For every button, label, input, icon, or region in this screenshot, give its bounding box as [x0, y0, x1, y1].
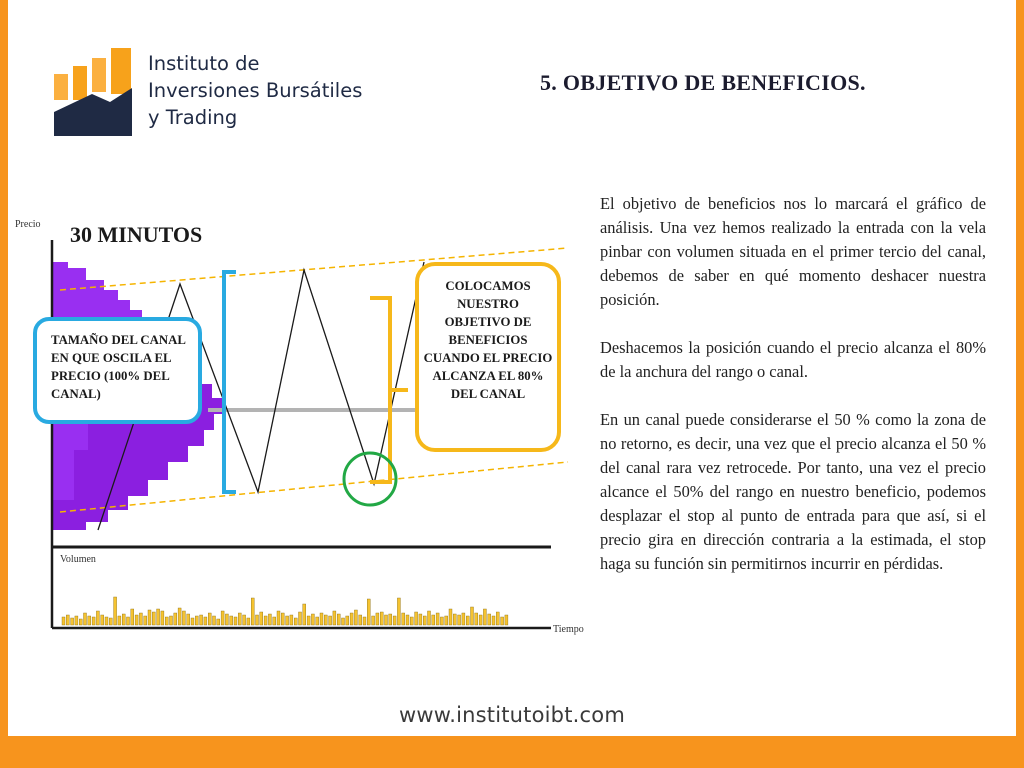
- volume-bar: [410, 617, 413, 625]
- volume-bar: [230, 616, 233, 625]
- paragraph-1: El objetivo de beneficios nos lo marcará el gráfico de análisis. Una vez hemos realizado la entrada con la vela pinbar con volumen situada en el primer tercio del canal, debemos de saber en qué momento deshacer nuestra posición.: [600, 194, 986, 309]
- volume-bar: [281, 613, 284, 625]
- channel-size-callout: TAMAÑO DEL CANAL EN QUE OSCILA EL PRECIO (100% DEL CANAL): [33, 317, 202, 424]
- logo-line-3: y Trading: [148, 106, 238, 129]
- volume-bar: [114, 597, 117, 625]
- volume-bar: [66, 615, 69, 625]
- volume-bar: [466, 616, 469, 625]
- volume-axis-label: Volumen: [60, 554, 96, 565]
- volume-bar: [432, 615, 435, 625]
- volume-bar: [148, 610, 151, 625]
- volume-bar: [165, 617, 168, 625]
- volume-bar: [251, 598, 254, 625]
- volume-bar: [127, 617, 130, 625]
- paragraph-3: En un canal puede considerarse el 50 % como la zona de no retorno, es decir, una vez que el precio alcanza el 50 % del canal rara vez retrocede. Por tanto, una vez el precio alcance el 50% del rango en nuestro beneficio, podemos desplazar el stop al punto de entrada para que así, si el precio gira en dirección contraria a la estimada, el stop haga su función sin permitirnos incurrir en pérdidas.: [600, 410, 986, 573]
- volume-bar: [105, 617, 108, 625]
- channel-diagram: [8, 200, 598, 650]
- volume-bar: [346, 616, 349, 625]
- timeframe-label: 30 MINUTOS: [70, 222, 203, 247]
- volume-bar: [135, 615, 138, 625]
- volume-bar: [217, 619, 220, 625]
- volume-bar: [380, 612, 383, 625]
- volume-bar: [496, 612, 499, 625]
- volume-bar: [273, 617, 276, 625]
- volume-bar: [71, 618, 74, 625]
- volume-bar: [359, 615, 362, 625]
- volume-bar: [79, 619, 82, 625]
- volume-bar: [492, 616, 495, 625]
- volume-bar: [393, 616, 396, 625]
- volume-bar: [475, 613, 478, 625]
- volume-bar: [84, 613, 87, 625]
- volume-bar: [238, 613, 241, 625]
- volume-bar: [311, 614, 314, 625]
- volume-bar: [428, 611, 431, 625]
- volume-bar: [144, 616, 147, 625]
- price-axis-label: Precio: [15, 219, 41, 230]
- volume-bar: [174, 613, 177, 625]
- volume-bar: [260, 612, 263, 625]
- volume-bar: [157, 609, 160, 625]
- volume-bar: [303, 604, 306, 625]
- volume-bar: [299, 612, 302, 625]
- volume-bar: [471, 607, 474, 625]
- volume-bar: [277, 611, 280, 625]
- volume-bar: [62, 617, 65, 625]
- paragraph-2: Deshacemos la posición cuando el precio alcanza el 80% de la anchura del rango o canal.: [600, 338, 986, 381]
- logo-line-2: Inversiones Bursátiles: [148, 79, 363, 102]
- volume-bar: [363, 617, 366, 625]
- volume-bar: [88, 616, 91, 625]
- volume-bar: [445, 616, 448, 625]
- frame-bottom: [0, 736, 1024, 768]
- volume-bar: [354, 610, 357, 625]
- page-title: 5. OBJETIVO DE BENEFICIOS.: [540, 70, 866, 95]
- volume-bar: [191, 618, 194, 625]
- volume-bar: [453, 614, 456, 625]
- volume-bar: [402, 613, 405, 625]
- volume-bar: [389, 614, 392, 625]
- volume-bar: [139, 613, 142, 625]
- volume-bar: [264, 616, 267, 625]
- frame-right: [1016, 0, 1024, 768]
- volume-bar: [324, 615, 327, 625]
- volume-bar: [256, 615, 259, 625]
- volume-bar: [376, 613, 379, 625]
- volume-bar: [462, 613, 465, 625]
- volume-bar: [290, 615, 293, 625]
- volume-bar: [488, 614, 491, 625]
- volume-bar: [234, 617, 237, 625]
- volume-bar: [178, 608, 181, 625]
- volume-bar: [415, 612, 418, 625]
- volume-bar: [118, 616, 121, 625]
- volume-bar: [385, 615, 388, 625]
- volume-bar: [329, 616, 332, 625]
- volume-bar: [397, 598, 400, 625]
- volume-bar: [131, 609, 134, 625]
- volume-bar: [109, 618, 112, 625]
- volume-bar: [449, 609, 452, 625]
- logo-line-1: Instituto de: [148, 52, 260, 75]
- volume-bar: [320, 613, 323, 625]
- volume-bar: [243, 615, 246, 625]
- volume-bar: [75, 616, 78, 625]
- volume-bar: [458, 615, 461, 625]
- volume-bar: [337, 614, 340, 625]
- volume-bars: [62, 597, 508, 625]
- volume-bar: [182, 611, 185, 625]
- volume-bar: [268, 614, 271, 625]
- footer-url[interactable]: www.institutoibt.com: [399, 703, 625, 727]
- volume-bar: [440, 617, 443, 625]
- volume-bar: [342, 618, 345, 625]
- volume-bar: [195, 616, 198, 625]
- volume-bar: [221, 611, 224, 625]
- volume-bar: [247, 618, 250, 625]
- volume-bar: [316, 617, 319, 625]
- volume-bar: [483, 609, 486, 625]
- volume-bar: [436, 613, 439, 625]
- volume-bar: [479, 615, 482, 625]
- volume-bar: [406, 615, 409, 625]
- volume-bar: [122, 614, 125, 625]
- frame-left: [0, 0, 8, 768]
- body-text: [600, 192, 986, 600]
- volume-bar: [101, 615, 104, 625]
- logo-icon: [52, 46, 136, 138]
- volume-bar: [367, 599, 370, 625]
- volume-bar: [372, 616, 375, 625]
- volume-bar: [501, 617, 504, 625]
- logo: [52, 46, 372, 138]
- volume-bar: [187, 614, 190, 625]
- volume-bar: [423, 616, 426, 625]
- volume-bar: [170, 616, 173, 625]
- volume-bar: [225, 614, 228, 625]
- volume-bar: [333, 611, 336, 625]
- volume-bar: [152, 612, 155, 625]
- volume-bar: [307, 616, 310, 625]
- volume-bar: [213, 616, 216, 625]
- volume-bar: [96, 611, 99, 625]
- time-axis-label: Tiempo: [553, 624, 584, 635]
- volume-bar: [204, 617, 207, 625]
- volume-bar: [200, 615, 203, 625]
- volume-bar: [208, 613, 211, 625]
- volume-bar: [286, 616, 289, 625]
- volume-bar: [92, 617, 95, 625]
- channel-size-bracket: [224, 272, 236, 492]
- volume-bar: [350, 613, 353, 625]
- profit-target-callout: COLOCAMOS NUESTRO OBJETIVO DE BENEFICIOS CUANDO EL PRECIO ALCANZA EL 80% DEL CANAL: [415, 262, 561, 452]
- volume-bar: [161, 611, 164, 625]
- volume-bar: [294, 618, 297, 625]
- logo-text: [148, 50, 362, 131]
- volume-bar: [419, 614, 422, 625]
- volume-bar: [505, 615, 508, 625]
